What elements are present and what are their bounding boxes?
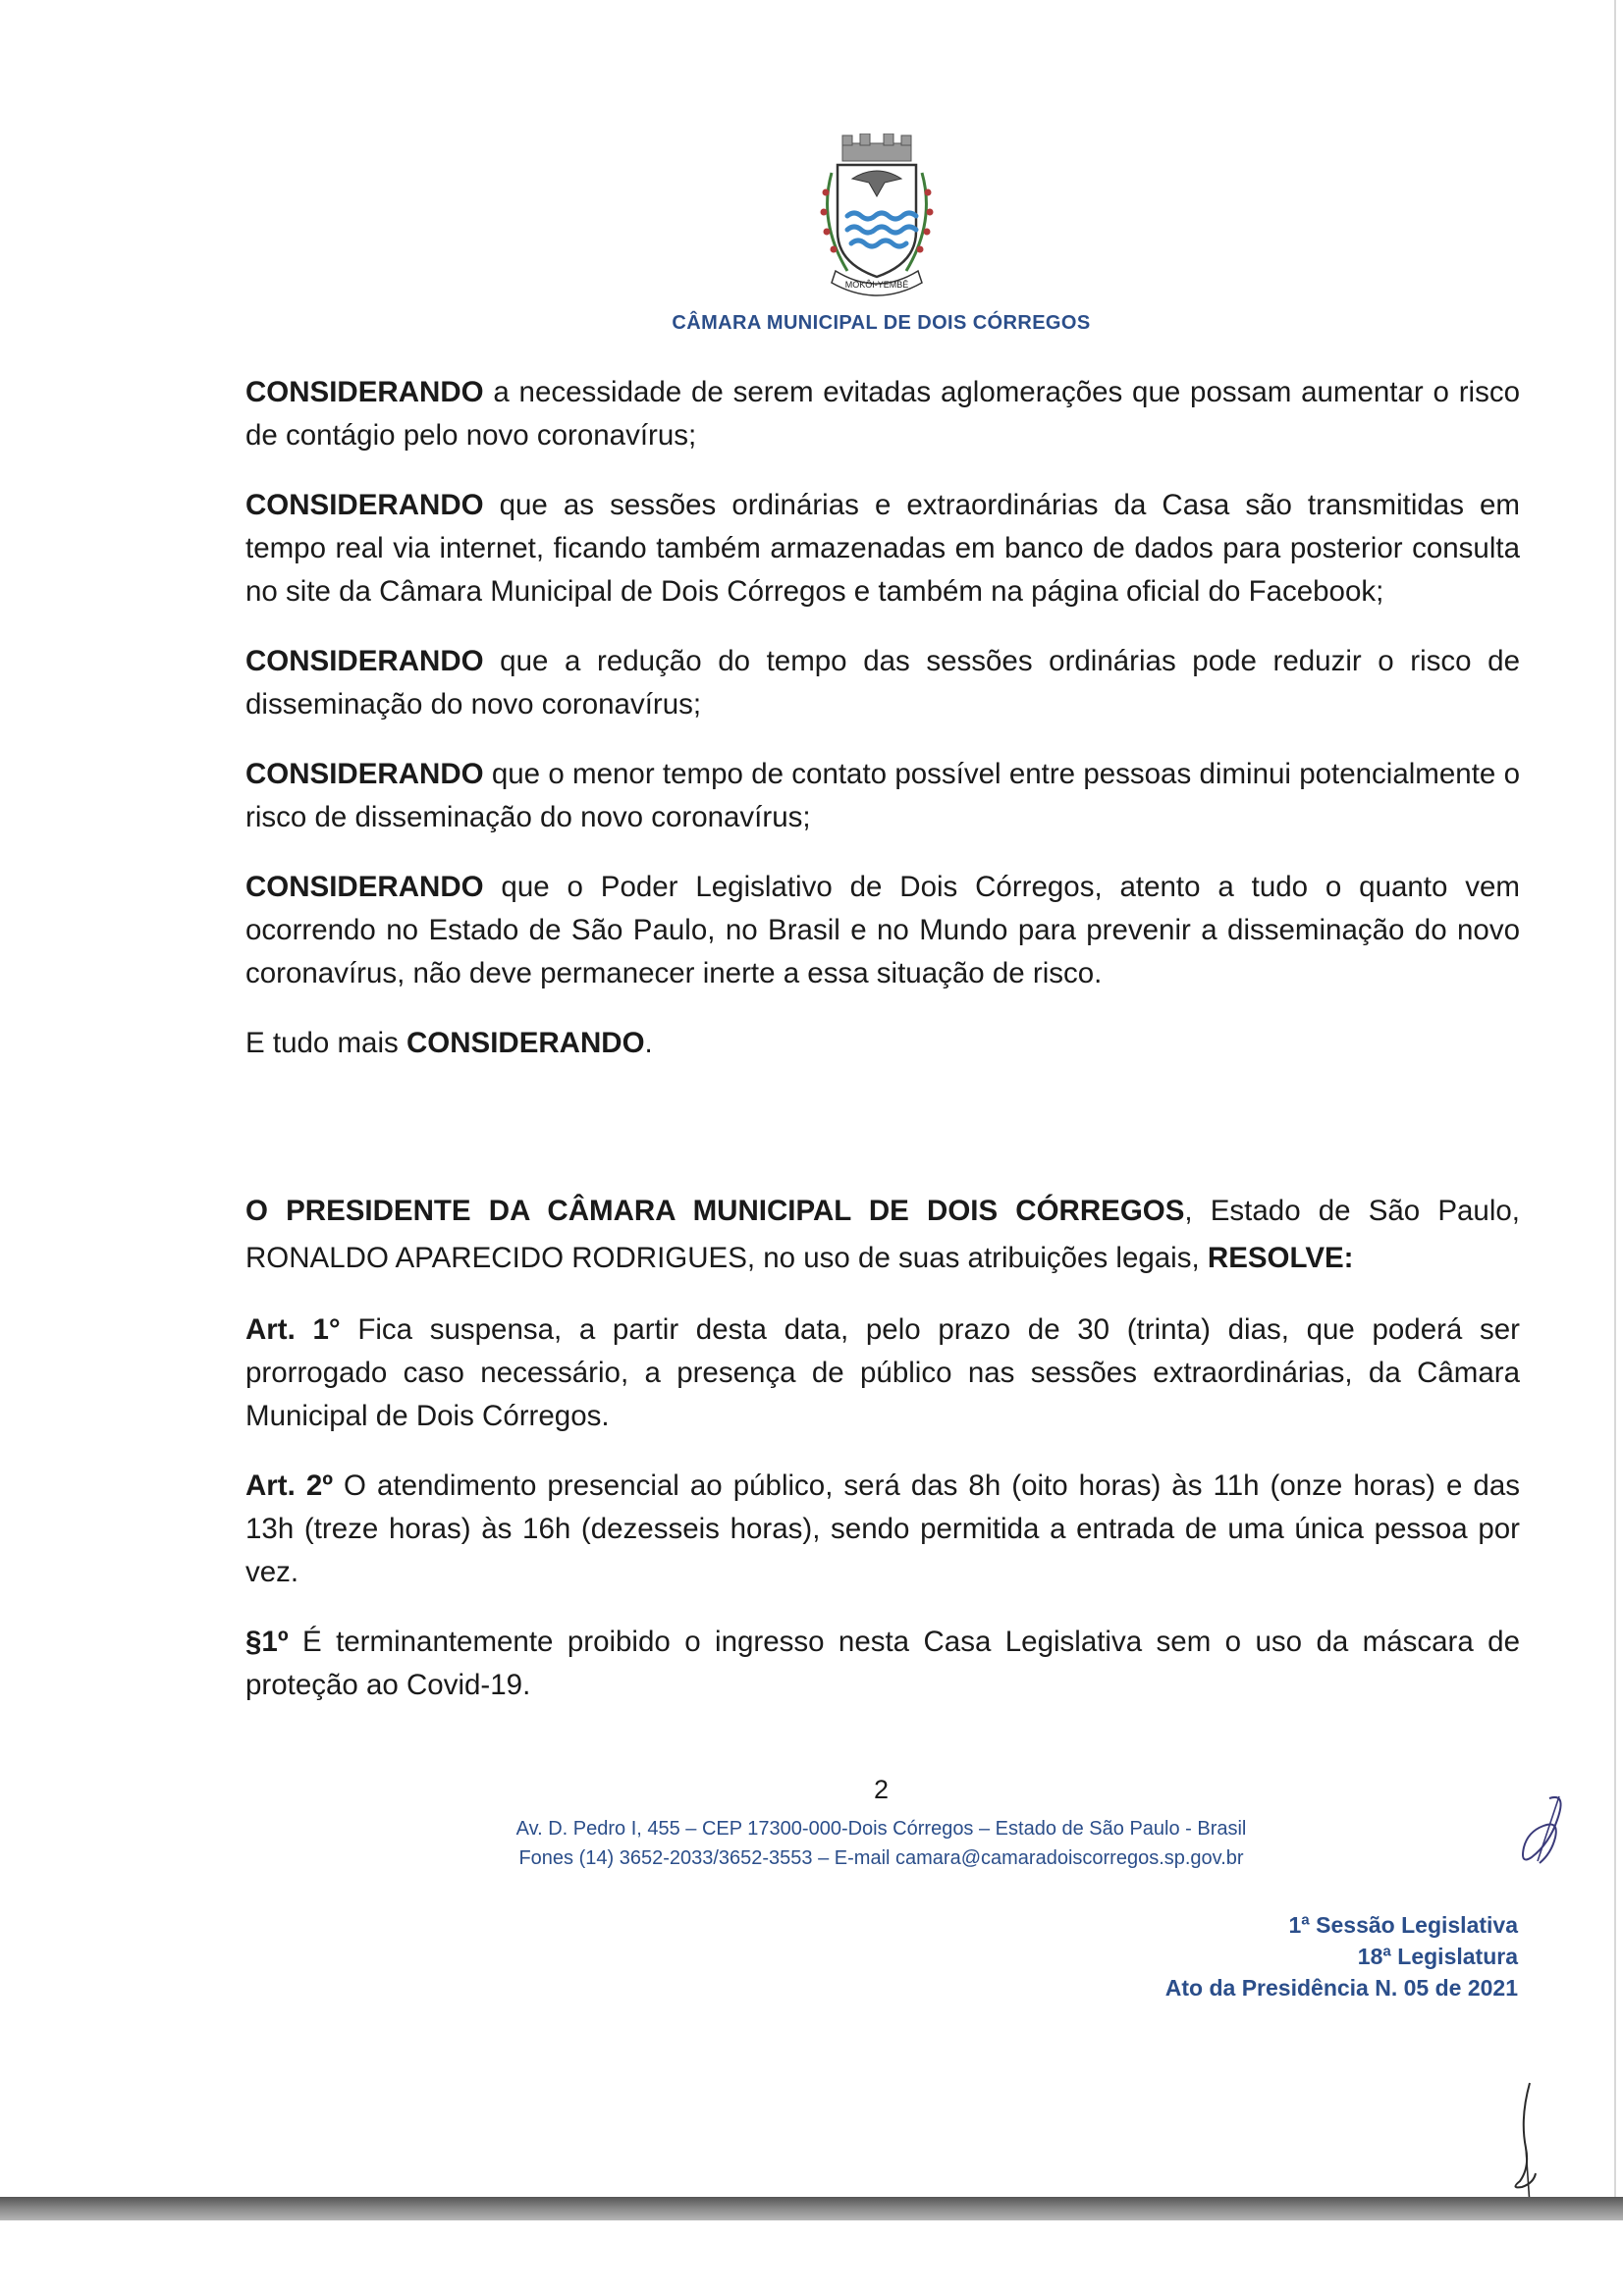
article-2: Art. 2º O atendimento presencial ao público, será das 8h (oito horas) às 11h (onze horas) e das 13h (treze horas) às 16h (dezesseis horas), sendo permitida a entrada de uma única pessoa por vez.: [245, 1469, 1520, 1588]
closing-paragraph: E tudo mais CONSIDERANDO.: [245, 1027, 653, 1059]
considerando-paragraph: CONSIDERANDO que o menor tempo de contato possível entre pessoas diminui potencialmente o risco de disseminação do novo coronavírus;: [245, 758, 1520, 833]
footer-address: Av. D. Pedro I, 455 – CEP 17300-000-Dois Córregos – Estado de São Paulo - Brasil: [515, 1818, 1247, 1840]
document-body: [245, 371, 1520, 1734]
session-line: 1ª Sessão Legislativa: [1288, 1912, 1518, 1938]
org-name: CÂMARA MUNICIPAL DE DOIS CÓRREGOS: [672, 312, 1091, 334]
scan-bottom-edge: [0, 2197, 1623, 2220]
president-paragraph: O PRESIDENTE DA CÂMARA MUNICIPAL DE DOIS CÓRREGOS, Estado de São Paulo, RONALDO APARECIDO RODRIGUES, no uso de suas atribuições legais, RESOLVE:: [245, 1195, 1521, 1274]
signature-mark: [1500, 2079, 1549, 2207]
crest-motto: MOKÔI-YEMBÊ: [844, 280, 909, 290]
municipal-crest-logo: [808, 133, 946, 310]
session-info: [1165, 1909, 1518, 2003]
paragraph-1: §1º É terminantemente proibido o ingresso nesta Casa Legislativa sem o uso da máscara de proteção ao Covid-19.: [245, 1626, 1520, 1701]
signature-initials: [1510, 1792, 1579, 1871]
article-1: Art. 1° Fica suspensa, a partir desta data, pelo prazo de 30 (trinta) dias, que poderá ser prorrogado caso necessário, a presença de público nas sessões extraordinárias, da Câmara Municipal de Dois Córregos.: [245, 1313, 1520, 1432]
footer-contact: Fones (14) 3652-2033/3652-3553 – E-mail camara@camaradoiscorregos.sp.gov.br: [518, 1847, 1244, 1869]
session-line: 18ª Legislatura: [1357, 1944, 1518, 1969]
considerando-paragraph: CONSIDERANDO a necessidade de serem evitadas aglomerações que possam aumentar o risco de contágio pelo novo coronavírus;: [245, 376, 1520, 452]
session-line: Ato da Presidência N. 05 de 2021: [1164, 1975, 1518, 2001]
considerando-paragraph: CONSIDERANDO que as sessões ordinárias e extraordinárias da Casa são transmitidas em tempo real via internet, ficando também armazenadas em banco de dados para posterior consulta no site da Câmara Municipal de Dois Córregos e também na página oficial do Facebook;: [245, 489, 1520, 608]
considerando-paragraph: CONSIDERANDO que o Poder Legislativo de Dois Córregos, atento a tudo o quanto vem ocorrendo no Estado de São Paulo, no Brasil e no Mundo para prevenir a disseminação do novo coronavírus, não deve permanecer inerte a essa situação de risco.: [245, 871, 1520, 989]
scan-edge: [1614, 0, 1616, 2209]
page-number: 2: [873, 1775, 890, 1804]
footer: [0, 1814, 1623, 1873]
considerando-paragraph: CONSIDERANDO que a redução do tempo das sessões ordinárias pode reduzir o risco de disseminação do novo coronavírus;: [245, 645, 1520, 721]
